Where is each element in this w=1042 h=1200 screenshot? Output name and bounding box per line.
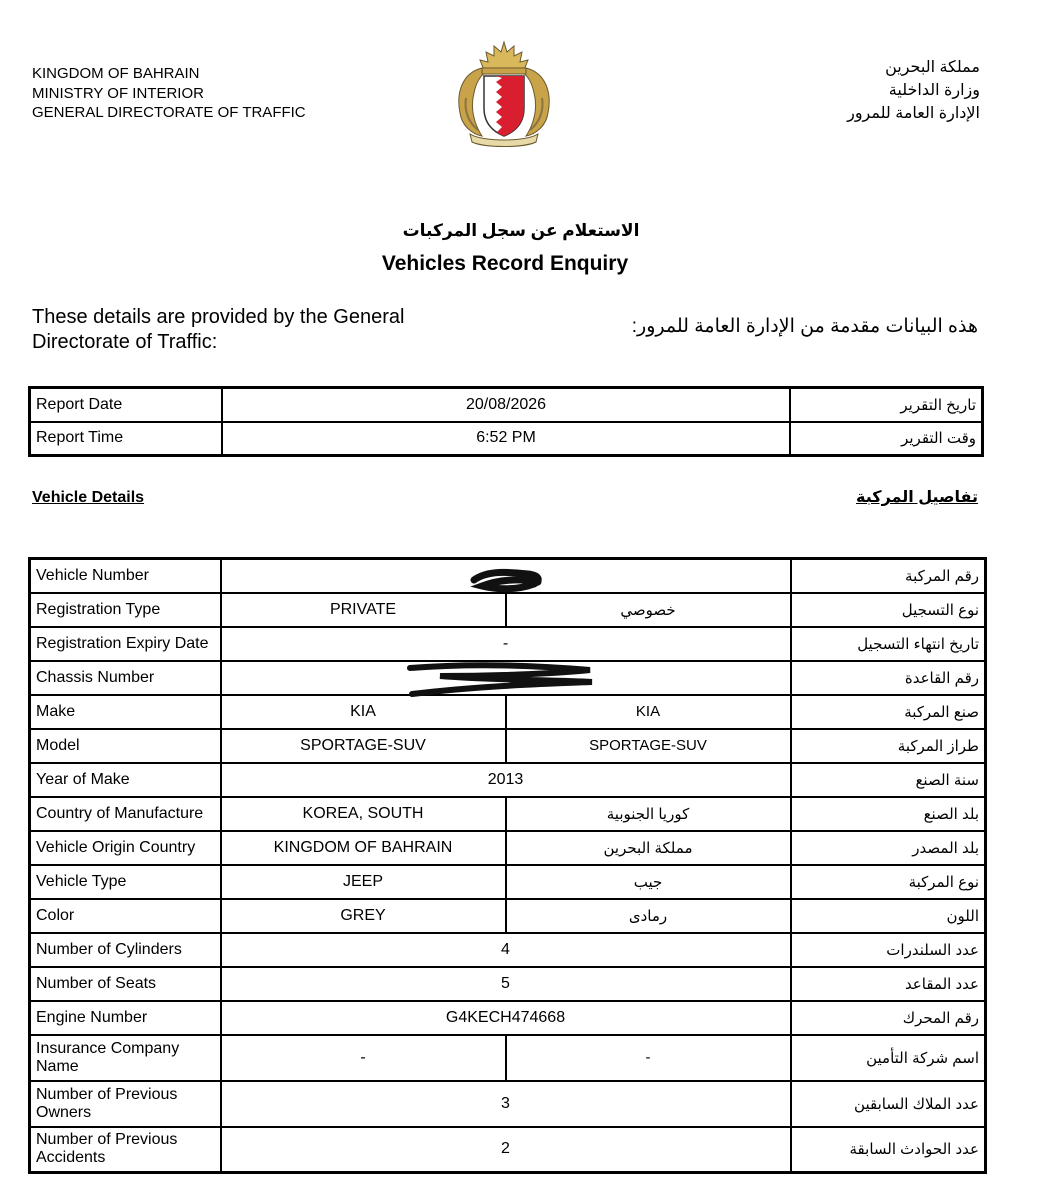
- field-label: Registration Type: [30, 593, 221, 627]
- section-heading-en: Vehicle Details: [32, 489, 145, 506]
- field-label: Vehicle Origin Country: [30, 831, 221, 865]
- table-row: [30, 865, 986, 899]
- field-label: Make: [30, 695, 221, 729]
- report-table: [28, 386, 984, 457]
- field-label-ar: سنة الصنع: [791, 763, 986, 797]
- table-row: [30, 831, 986, 865]
- field-value: G4KECH474668: [221, 1001, 791, 1035]
- header-kingdom-en: KINGDOM OF BAHRAIN: [32, 65, 200, 82]
- field-value-redacted: [221, 661, 791, 695]
- field-value: 4: [221, 933, 791, 967]
- table-row: [30, 1035, 986, 1081]
- field-label: Number of Previous Owners: [30, 1081, 221, 1127]
- table-row: [30, 695, 986, 729]
- field-label: Color: [30, 899, 221, 933]
- table-row: [30, 559, 986, 593]
- field-value-ar: كوريا الجنوبية: [506, 797, 791, 831]
- field-label-ar: اسم شركة التأمين: [791, 1035, 986, 1081]
- table-row: [30, 661, 986, 695]
- field-value-ar: KIA: [506, 695, 791, 729]
- field-value-ar: -: [506, 1035, 791, 1081]
- field-label-ar: نوع التسجيل: [791, 593, 986, 627]
- field-value-ar: خصوصي: [506, 593, 791, 627]
- table-row: [30, 1081, 986, 1127]
- field-label-ar: رقم القاعدة: [791, 661, 986, 695]
- field-label-ar: صنع المركبة: [791, 695, 986, 729]
- header-ministry-ar: وزارة الداخلية: [888, 82, 980, 99]
- vehicle-details-table: [28, 557, 987, 1174]
- field-label-ar: بلد المصدر: [791, 831, 986, 865]
- table-row: [30, 899, 986, 933]
- field-label: Vehicle Type: [30, 865, 221, 899]
- field-label-ar: رقم المركبة: [791, 559, 986, 593]
- field-label: Chassis Number: [30, 661, 221, 695]
- intro-text-en: These details are provided by the General Directorate of Traffic:: [32, 306, 405, 353]
- field-label-ar: اللون: [791, 899, 986, 933]
- report-time-label: Report Time: [30, 422, 223, 456]
- section-heading-ar: تفاصيل المركبة: [856, 489, 978, 506]
- field-value-en: KOREA, SOUTH: [221, 797, 506, 831]
- field-value: 2013: [221, 763, 791, 797]
- table-row: [30, 593, 986, 627]
- field-label-ar: عدد الحوادث السابقة: [791, 1127, 986, 1173]
- table-row: [30, 967, 986, 1001]
- field-value-ar: جيب: [506, 865, 791, 899]
- field-value-ar: رمادى: [506, 899, 791, 933]
- table-row: [30, 388, 983, 422]
- report-time-value: 6:52 PM: [222, 422, 790, 456]
- field-value: 5: [221, 967, 791, 1001]
- field-label-ar: رقم المحرك: [791, 1001, 986, 1035]
- header-directorate-ar: الإدارة العامة للمرور: [847, 105, 980, 122]
- field-label-ar: عدد الملاك السابقين: [791, 1081, 986, 1127]
- header-kingdom-ar: مملكة البحرين: [885, 59, 980, 76]
- report-time-label-ar: وقت التقرير: [790, 422, 983, 456]
- report-date-label: Report Date: [30, 388, 223, 422]
- field-value-en: SPORTAGE-SUV: [221, 729, 506, 763]
- page-title-ar: الاستعلام عن سجل المركبات: [402, 221, 640, 240]
- table-row: [30, 933, 986, 967]
- field-value-en: KIA: [221, 695, 506, 729]
- report-date-label-ar: تاريخ التقرير: [790, 388, 983, 422]
- field-value-en: PRIVATE: [221, 593, 506, 627]
- field-label: Insurance Company Name: [30, 1035, 221, 1081]
- field-value-ar: مملكة البحرين: [506, 831, 791, 865]
- field-label: Registration Expiry Date: [30, 627, 221, 661]
- field-value-en: JEEP: [221, 865, 506, 899]
- field-label: Model: [30, 729, 221, 763]
- table-row: [30, 1001, 986, 1035]
- field-value-en: -: [221, 1035, 506, 1081]
- field-label: Country of Manufacture: [30, 797, 221, 831]
- header-directorate-en: GENERAL DIRECTORATE OF TRAFFIC: [32, 104, 306, 121]
- table-row: [30, 729, 986, 763]
- header-english-block: [32, 64, 306, 123]
- field-label: Engine Number: [30, 1001, 221, 1035]
- field-label-ar: طراز المركبة: [791, 729, 986, 763]
- field-value-redacted: [221, 559, 791, 593]
- field-value-en: KINGDOM OF BAHRAIN: [221, 831, 506, 865]
- table-row: [30, 763, 986, 797]
- header-ministry-en: MINISTRY OF INTERIOR: [32, 84, 204, 102]
- field-value: -: [221, 627, 791, 661]
- table-row: [30, 797, 986, 831]
- field-label-ar: عدد السلندرات: [791, 933, 986, 967]
- table-row: [30, 422, 983, 456]
- report-date-value: 20/08/2026: [222, 388, 790, 422]
- field-label-ar: نوع المركبة: [791, 865, 986, 899]
- field-label-ar: تاريخ انتهاء التسجيل: [791, 627, 986, 661]
- table-row: [30, 1127, 986, 1173]
- intro-text-ar: هذه البيانات مقدمة من الإدارة العامة للمرور:: [631, 316, 978, 337]
- field-label: Number of Seats: [30, 967, 221, 1001]
- table-row: [30, 627, 986, 661]
- field-value-ar: SPORTAGE-SUV: [506, 729, 791, 763]
- header-arabic-block: [847, 56, 980, 125]
- bahrain-coat-of-arms-icon: [452, 38, 556, 148]
- field-label: Year of Make: [30, 763, 221, 797]
- field-label-ar: بلد الصنع: [791, 797, 986, 831]
- field-value-en: GREY: [221, 899, 506, 933]
- field-value: 2: [221, 1127, 791, 1173]
- field-value: 3: [221, 1081, 791, 1127]
- page-title-en: Vehicles Record Enquiry: [381, 252, 629, 275]
- field-label: Number of Previous Accidents: [30, 1127, 221, 1173]
- field-label: Vehicle Number: [30, 559, 221, 593]
- field-label-ar: عدد المقاعد: [791, 967, 986, 1001]
- field-label: Number of Cylinders: [30, 933, 221, 967]
